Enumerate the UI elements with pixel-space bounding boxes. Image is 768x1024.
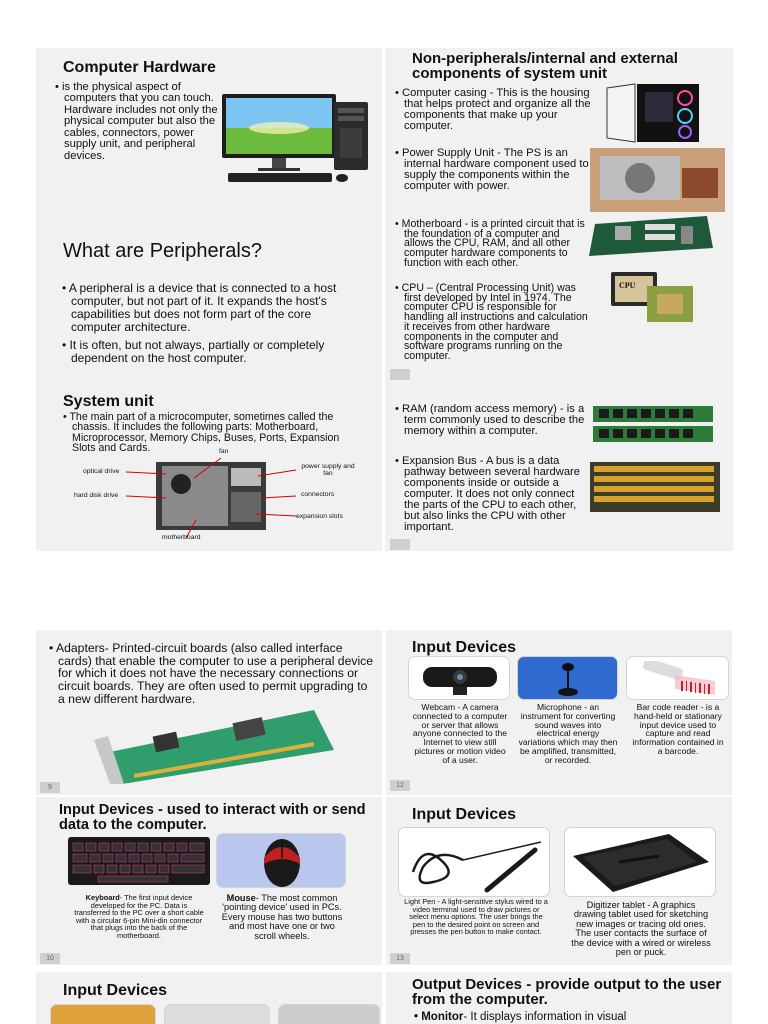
keyboard-caption (72, 894, 206, 939)
cpu-chip-image (609, 270, 699, 325)
cpu-text: • CPU – (Central Processing Unit) was first developed by Intel in 1974. The computer CPU is responsible for handling all instructions and calculation it receives from other hardware components in the computer and software programs running on the computer. (395, 282, 588, 363)
peripherals-bullet-2: • It is often, but not always, partially or completely dependent on the host computer. (62, 338, 325, 365)
slide-hardware-peripherals (36, 48, 382, 551)
expansion-bus-text: • Expansion Bus - A bus is a data pathway between several hardware components inside or outside a computer. It does not only connect the parts of the CPU to each other, but also links the CPU with other important. (395, 455, 580, 533)
motherboard-text: • Motherboard - is a printed circuit that is the foundation of a computer and allows the CPU, RAM, and all other computer hardware components to function with each other. (395, 218, 585, 269)
slide-11-image-frame-3 (278, 1004, 380, 1024)
keyboard-image (68, 837, 210, 885)
mouse-caption-bold: Mouse (226, 893, 256, 903)
monitor-text-bold: • Monitor (414, 1011, 464, 1023)
hardware-title: Computer Hardware (63, 59, 216, 76)
slide-9-page-number: 9 (40, 782, 60, 793)
ram-image (591, 404, 717, 446)
keyboard-caption-bold: Keyboard (85, 893, 120, 902)
slide-system-components (385, 48, 733, 551)
digitizer-image (569, 832, 713, 894)
slide-14-output-devices (386, 972, 732, 1024)
monitor-text-rest: - It displays information in visual (463, 1011, 627, 1023)
slide-12-input-devices (386, 630, 732, 795)
keyboard-caption-rest: - The first input device developed for the PC. Data is transferred to the PC over a short cable with a circular 6-pin Mini-din connector that plugs into the back of the motherboard. (74, 893, 204, 940)
psu-text: • Power Supply Unit - The PS is an internal hardware component used to supply the components within the computer with power. (395, 147, 589, 192)
peripherals-title: What are Peripherals? (63, 240, 262, 262)
slide-13-page-number: 13 (390, 953, 410, 964)
cpu-chip-label: CPU (619, 281, 636, 290)
slide-10-input-devices (36, 797, 382, 965)
power-supply-image (590, 148, 725, 212)
casing-text: • Computer casing - This is the housing that helps protect and organize all the components that make up your computer. (395, 87, 591, 132)
components-title: Non-peripherals/internal and external components of system unit (412, 50, 678, 82)
system-unit-text: • The main part of a microcomputer, sometimes called the chassis. It includes the following parts: Motherboard, Microprocessor, Memory Chips, Buses, Ports, Expansion Slots and Cards. (63, 411, 340, 455)
slide-11-title: Input Devices (63, 982, 168, 999)
label-power-supply: power supply and fan (301, 463, 355, 477)
slide-11-image-frame-1 (50, 1004, 156, 1024)
webcam-image (415, 663, 505, 697)
hardware-text: • is the physical aspect of computers that you can touch. Hardware includes not only the physical computer but also the cables, connectors, power supply unit, and peripheral devices. (55, 81, 218, 162)
barcode-reader-image (635, 661, 723, 697)
mouse-image (259, 836, 305, 888)
label-hard-disk-drive: hard disk drive (74, 492, 119, 499)
page-number-blank-2 (390, 539, 410, 550)
light-pen-image (403, 832, 547, 894)
slide-11-input-devices (36, 972, 382, 1024)
microphone-caption: Microphone - an instrument for converting sound waves into electrical energy variations which may then be amplified, transmitted, or recorded. (518, 702, 618, 765)
mouse-image-frame (216, 833, 346, 888)
adapter-card-image (94, 710, 338, 784)
label-motherboard: motherboard (162, 534, 201, 541)
page-number-blank-1 (390, 369, 410, 380)
slide-9-adapters (36, 630, 382, 795)
slide-12-title: Input Devices (412, 639, 517, 656)
label-connectors: connectors (301, 491, 335, 498)
slide-10-page-number: 10 (40, 953, 60, 964)
webcam-image-frame (408, 656, 510, 700)
webcam-caption: Webcam - A camera connected to a computer or server that allows anyone connected to the Internet to view still pictures or motion video of a user. (412, 702, 508, 765)
slide-12-page-number: 12 (390, 780, 410, 791)
slide-13-title: Input Devices (412, 806, 517, 823)
digitizer-image-frame (564, 827, 716, 897)
microphone-image (548, 659, 588, 699)
mouse-caption (219, 894, 345, 941)
light-pen-caption: Light Pen - A light-sensitive stylus wired to a video terminal used to draw pictures or select menu options. The user brings the pen to the desired point on screen and presses the pen button to make contact. (404, 897, 548, 937)
peripherals-bullet-1: • A peripheral is a device that is connected to a host computer, but not part of it. It expands the host's capabilities but does not form part of the core computer architecture. (62, 281, 337, 334)
label-fan: fan (219, 448, 229, 455)
slide-10-title: Input Devices - used to interact with or send data to the computer. (59, 802, 366, 833)
monitor-text (414, 1012, 732, 1024)
desktop-computer-image (222, 88, 372, 188)
slide-13-input-devices (386, 797, 732, 965)
slide-14-title: Output Devices - provide output to the user from the computer. (412, 976, 722, 1008)
microphone-image-frame (517, 656, 618, 700)
label-expansion-slots: expansion slots (296, 513, 343, 520)
adapters-text: • Adapters- Printed-circuit boards (also called interface cards) that enable the computer to use a peripheral device for which it does not have the necessary connections or circuit boards. They are often used to permit upgrading to a new different hardware. (49, 641, 374, 706)
ram-text: • RAM (random access memory) - is a term commonly used to describe the memory within a computer. (395, 403, 585, 437)
digitizer-caption: Digitizer tablet - A graphics drawing tablet used for sketching new images or tracing old ones. The user contacts the surface of the device with a wired or wireless pen or puck. (571, 900, 711, 957)
computer-casing-image (605, 82, 705, 144)
expansion-bus-image (590, 462, 720, 512)
light-pen-image-frame (398, 827, 550, 897)
label-optical-drive: optical drive (83, 468, 120, 475)
barcode-caption: Bar code reader - is a hand-held or stationary input device used to capture and read information contained in a barcode. (632, 702, 724, 756)
barcode-reader-image-frame (626, 656, 729, 700)
slide-11-image-frame-2 (164, 1004, 270, 1024)
system-unit-title: System unit (63, 393, 154, 410)
motherboard-image (585, 214, 715, 258)
mouse-caption-rest: - The most common 'pointing device' used in PCs. Every mouse has two buttons and most have one or two scroll wheels. (221, 893, 343, 941)
